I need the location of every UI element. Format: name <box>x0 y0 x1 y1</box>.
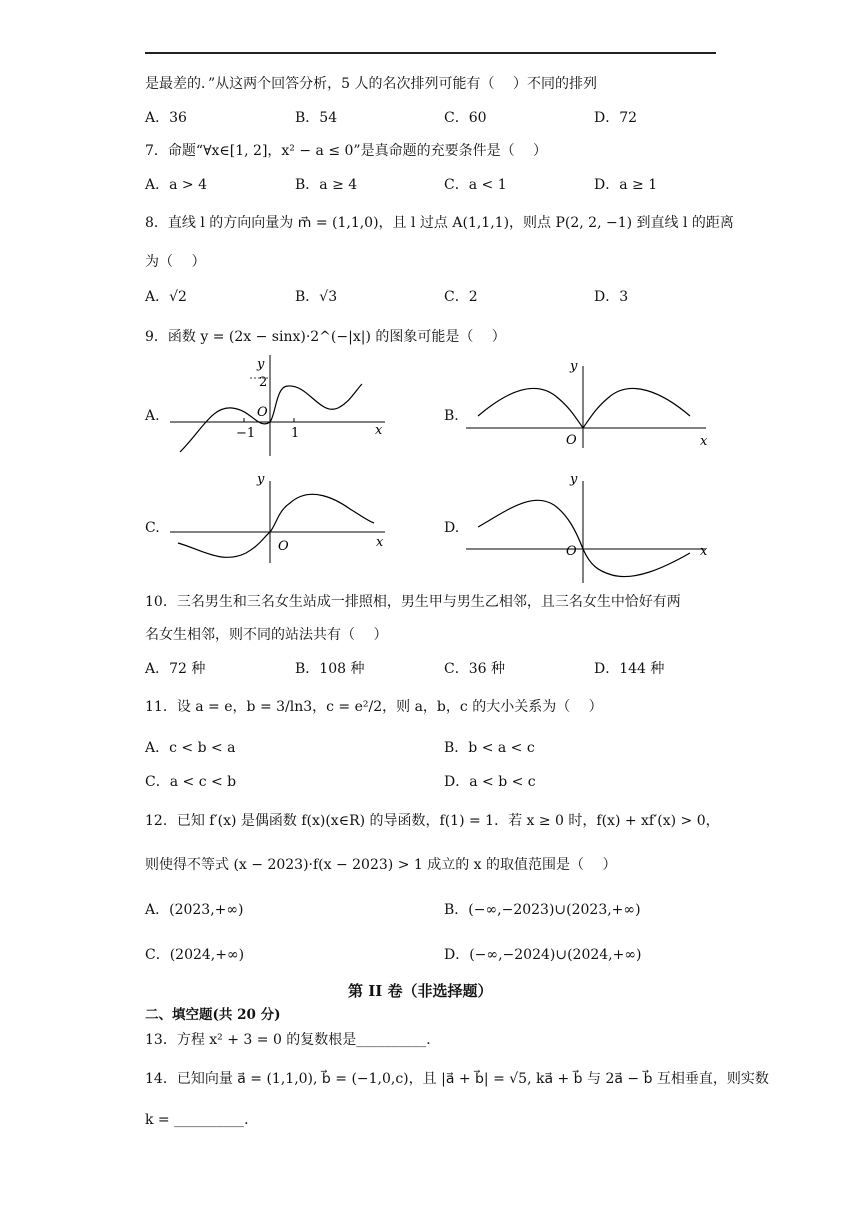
q7-option-a[interactable]: A．a > 4 <box>145 177 207 193</box>
q10-option-d[interactable]: D．144 种 <box>594 661 665 677</box>
y-label: y <box>570 472 578 487</box>
question-10-line-1: 10．三名男生和三名女生站成一排照相，男生甲与男生乙相邻，且三名女生中恰好有两 <box>145 594 681 610</box>
q9-option-b-label[interactable]: B. <box>444 408 459 424</box>
q11-option-c[interactable]: C．a < c < b <box>145 774 237 790</box>
x-label: x <box>700 434 708 449</box>
graph-c[interactable] <box>160 465 400 565</box>
q6-option-a[interactable]: A．36 <box>145 110 187 126</box>
q7-option-b[interactable]: B．a ≥ 4 <box>295 177 358 193</box>
q8-option-d[interactable]: D．3 <box>594 289 629 305</box>
x-label: x <box>700 544 708 559</box>
tick-1: 1 <box>291 426 300 441</box>
question-8-line-1: 8．直线 l 的方向向量为 m⃗ = (1,1,0)，且 l 过点 A(1,1,1)，则点 P(2, 2, −1) 到直线 l 的距离 <box>145 215 734 231</box>
question-8-line-2: 为（ ） <box>145 254 206 270</box>
part-2-title: 第 II 卷（非选择题） <box>348 982 493 1000</box>
header-rule <box>145 52 716 54</box>
q12-option-b[interactable]: B．(−∞,−2023)∪(2023,+∞) <box>444 902 641 918</box>
q12-option-d[interactable]: D．(−∞,−2024)∪(2024,+∞) <box>444 947 642 963</box>
q6-option-d[interactable]: D．72 <box>594 110 638 126</box>
q8-option-a[interactable]: A．√2 <box>145 289 187 305</box>
question-7: 7．命题“∀x∈[1, 2]，x² − a ≤ 0”是真命题的充要条件是（ ） <box>145 143 548 159</box>
q9-option-d-label[interactable]: D. <box>444 520 460 536</box>
origin-label: O <box>566 544 577 559</box>
q10-option-b[interactable]: B．108 种 <box>295 661 365 677</box>
question-9: 9．函数 y = (2x − sinx)·2^(−|x|) 的图象可能是（ ） <box>145 329 506 345</box>
q6-option-b[interactable]: B．54 <box>295 110 338 126</box>
tick-2: 2 <box>259 375 268 390</box>
q7-option-d[interactable]: D．a ≥ 1 <box>594 177 658 193</box>
graph-a[interactable] <box>160 350 400 460</box>
curve <box>180 384 362 452</box>
question-14-line-1: 14．已知向量 a⃗ = (1,1,0), b⃗ = (−1,0,c)，且 |a⃗ + b⃗| = √5, ka⃗ + b⃗ 与 2a⃗ − b⃗ 互相垂直，则实数 <box>145 1071 769 1087</box>
q12-option-a[interactable]: A．(2023,+∞) <box>145 902 244 918</box>
x-label: x <box>375 423 383 438</box>
question-12-line-1: 12．已知 f′(x) 是偶函数 f(x)(x∈R) 的导函数，f(1) = 1．若 x ≥ 0 时，f(x) + xf′(x) > 0， <box>145 813 720 829</box>
origin-label: O <box>566 433 577 448</box>
curve <box>178 494 374 557</box>
q9-option-c-label[interactable]: C. <box>145 520 160 536</box>
q11-option-b[interactable]: B．b < a < c <box>444 740 535 756</box>
graph-d[interactable] <box>466 465 716 585</box>
q11-option-a[interactable]: A．c < b < a <box>145 740 236 756</box>
curve <box>478 500 690 576</box>
q10-option-a[interactable]: A．72 种 <box>145 661 206 677</box>
question-13: 13．方程 x² + 3 = 0 的复数根是__________． <box>145 1032 441 1048</box>
y-label: y <box>570 359 578 374</box>
q8-option-b[interactable]: B．√3 <box>295 289 338 305</box>
question-6-tail: 是最差的．”从这两个回答分析，5 人的名次排列可能有（ ）不同的排列 <box>145 76 597 92</box>
q8-option-c[interactable]: C．2 <box>444 289 478 305</box>
q12-option-c[interactable]: C．(2024,+∞) <box>145 947 245 963</box>
question-10-line-2: 名女生相邻，则不同的站法共有（ ） <box>145 627 388 643</box>
curve <box>478 388 690 428</box>
origin-label: O <box>278 539 289 554</box>
tick-neg1: −1 <box>236 426 256 441</box>
question-14-line-2: k = __________． <box>145 1112 259 1128</box>
q11-option-d[interactable]: D．a < b < c <box>444 774 536 790</box>
question-11: 11．设 a = e，b = 3/ln3，c = e²/2，则 a，b，c 的大小关系为（ ） <box>145 699 603 715</box>
q7-option-c[interactable]: C．a < 1 <box>444 177 507 193</box>
origin-label: O <box>257 405 268 420</box>
y-label: y <box>257 357 265 372</box>
x-label: x <box>376 535 384 550</box>
q9-option-a-label[interactable]: A. <box>145 408 160 424</box>
question-12-line-2: 则使得不等式 (x − 2023)·f(x − 2023) > 1 成立的 x 的取值范围是（ ） <box>145 857 617 873</box>
graph-b[interactable] <box>466 352 716 450</box>
q6-option-c[interactable]: C．60 <box>444 110 487 126</box>
q10-option-c[interactable]: C．36 种 <box>444 661 505 677</box>
y-label: y <box>257 472 265 487</box>
section-2-heading: 二、填空题(共 20 分) <box>145 1007 281 1023</box>
